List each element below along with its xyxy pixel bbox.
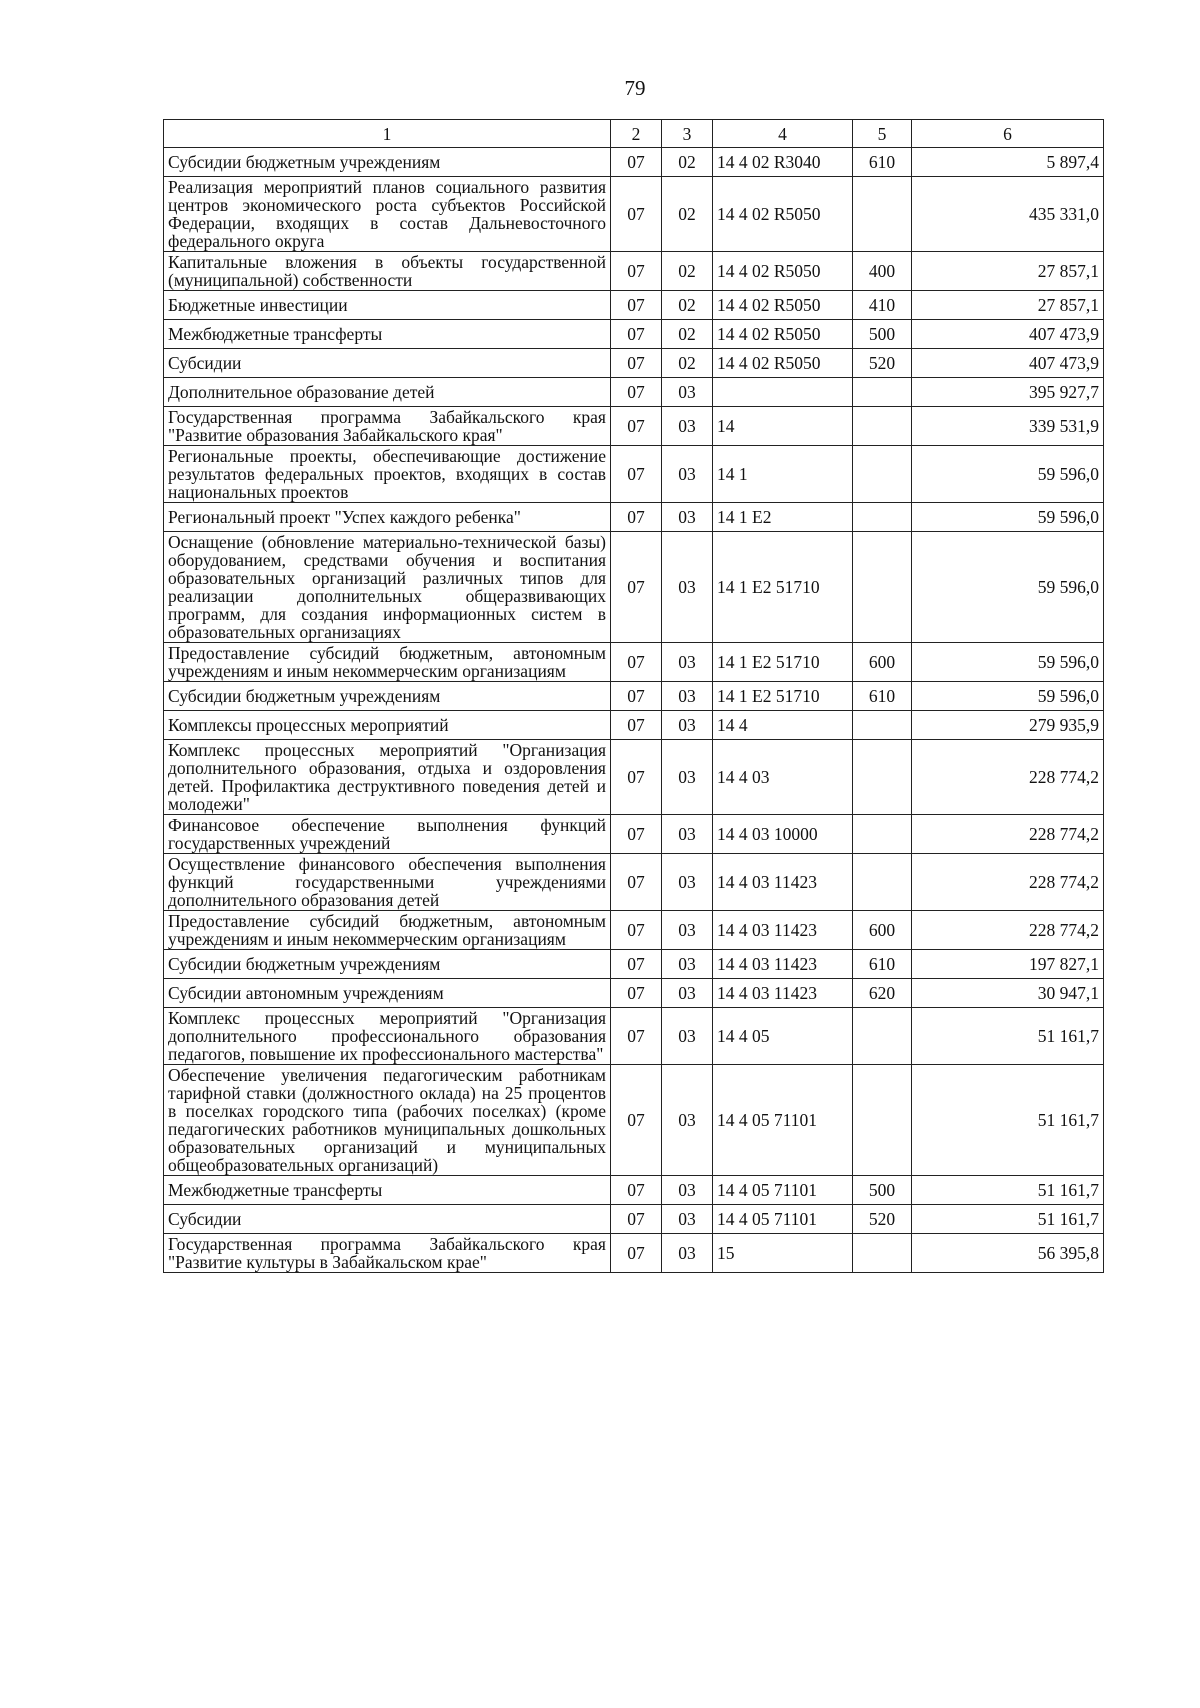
row-name-cell: Субсидии бюджетным учреждениям: [164, 682, 611, 711]
amount-cell: 51 161,7: [912, 1008, 1104, 1065]
row-name-cell: Межбюджетные трансферты: [164, 320, 611, 349]
section-code-cell: 07: [611, 291, 662, 320]
section-code-cell: 07: [611, 407, 662, 446]
amount-cell: 59 596,0: [912, 532, 1104, 643]
section-code-cell: 07: [611, 854, 662, 911]
expense-kind-cell: [853, 177, 912, 252]
section-code-cell: 07: [611, 815, 662, 854]
subsection-code-cell: 03: [662, 407, 713, 446]
subsection-code-cell: 03: [662, 950, 713, 979]
section-code-cell: 07: [611, 378, 662, 407]
amount-cell: 279 935,9: [912, 711, 1104, 740]
section-code-cell: 07: [611, 1205, 662, 1234]
target-article-cell: 14 4 03 11423: [713, 911, 853, 950]
expense-kind-cell: [853, 532, 912, 643]
target-article-cell: 14 4 03 10000: [713, 815, 853, 854]
amount-cell: 59 596,0: [912, 446, 1104, 503]
target-article-cell: 15: [713, 1234, 853, 1273]
table-row: [164, 177, 1104, 252]
page-number: 79: [624, 76, 646, 100]
subsection-code-cell: 03: [662, 378, 713, 407]
expense-kind-cell: 610: [853, 950, 912, 979]
row-name-cell: Оснащение (обновление материально-технической базы) оборудованием, средствами обучения и воспитания образовательных организаций различных типов для реализации дополнительных общеразвивающих программ, для создания информационных систем в образовательных организациях: [164, 532, 611, 643]
section-code-cell: 07: [611, 740, 662, 815]
amount-cell: 59 596,0: [912, 503, 1104, 532]
expense-kind-cell: [853, 1008, 912, 1065]
target-article-cell: 14 4 02 R5050: [713, 320, 853, 349]
subsection-code-cell: 03: [662, 854, 713, 911]
subsection-code-cell: 03: [662, 503, 713, 532]
table-row: [164, 854, 1104, 911]
amount-cell: 407 473,9: [912, 320, 1104, 349]
section-code-cell: 07: [611, 177, 662, 252]
subsection-code-cell: 03: [662, 979, 713, 1008]
expense-kind-cell: 410: [853, 291, 912, 320]
section-code-cell: 07: [611, 252, 662, 291]
table-body: [164, 120, 1104, 1273]
header-cell: 5: [853, 120, 912, 148]
row-name-cell: Осуществление финансового обеспечения выполнения функций государственными учреждениями дополнительного образования детей: [164, 854, 611, 911]
section-code-cell: 07: [611, 349, 662, 378]
target-article-cell: 14 4 02 R5050: [713, 291, 853, 320]
subsection-code-cell: 03: [662, 911, 713, 950]
expense-kind-cell: 500: [853, 320, 912, 349]
amount-cell: 59 596,0: [912, 643, 1104, 682]
header-cell: 6: [912, 120, 1104, 148]
row-name-cell: Субсидии бюджетным учреждениям: [164, 950, 611, 979]
section-code-cell: 07: [611, 503, 662, 532]
budget-table: [163, 119, 1104, 1273]
expense-kind-cell: 400: [853, 252, 912, 291]
header-cell: 1: [164, 120, 611, 148]
subsection-code-cell: 02: [662, 148, 713, 177]
row-name-cell: Государственная программа Забайкальского края "Развитие культуры в Забайкальском крае": [164, 1234, 611, 1273]
amount-cell: 407 473,9: [912, 349, 1104, 378]
subsection-code-cell: 03: [662, 682, 713, 711]
header-cell: 3: [662, 120, 713, 148]
target-article-cell: 14 4 03 11423: [713, 979, 853, 1008]
row-name-cell: Обеспечение увеличения педагогическим работникам тарифной ставки (должностного оклада) на 25 процентов в поселках городского типа (рабочих поселках) (кроме педагогических работников муниципальных дошкольных образовательных организаций и муниципальных общеобразовательных организаций): [164, 1065, 611, 1176]
target-article-cell: 14 1 E2: [713, 503, 853, 532]
subsection-code-cell: 03: [662, 740, 713, 815]
amount-cell: 27 857,1: [912, 291, 1104, 320]
row-name-cell: Комплекс процессных мероприятий "Организация дополнительного образования, отдыха и оздоровления детей. Профилактика деструктивного поведения детей и молодежи": [164, 740, 611, 815]
subsection-code-cell: 03: [662, 446, 713, 503]
target-article-cell: 14 1 E2 51710: [713, 643, 853, 682]
target-article-cell: 14 4 03: [713, 740, 853, 815]
subsection-code-cell: 03: [662, 643, 713, 682]
row-name-cell: Предоставление субсидий бюджетным, автономным учреждениям и иным некоммерческим организациям: [164, 643, 611, 682]
table-row: [164, 446, 1104, 503]
expense-kind-cell: [853, 854, 912, 911]
expense-kind-cell: [853, 1234, 912, 1273]
table-row: [164, 148, 1104, 177]
target-article-cell: 14 1: [713, 446, 853, 503]
section-code-cell: 07: [611, 979, 662, 1008]
expense-kind-cell: 610: [853, 682, 912, 711]
row-name-cell: Финансовое обеспечение выполнения функций государственных учреждений: [164, 815, 611, 854]
amount-cell: 339 531,9: [912, 407, 1104, 446]
expense-kind-cell: [853, 503, 912, 532]
subsection-code-cell: 02: [662, 349, 713, 378]
table-row: [164, 1065, 1104, 1176]
row-name-cell: Межбюджетные трансферты: [164, 1176, 611, 1205]
expense-kind-cell: 600: [853, 643, 912, 682]
expense-kind-cell: [853, 378, 912, 407]
header-cell: 2: [611, 120, 662, 148]
row-name-cell: Субсидии бюджетным учреждениям: [164, 148, 611, 177]
target-article-cell: 14 1 E2 51710: [713, 682, 853, 711]
expense-kind-cell: [853, 407, 912, 446]
expense-kind-cell: [853, 815, 912, 854]
table-row: [164, 711, 1104, 740]
row-name-cell: Региональные проекты, обеспечивающие достижение результатов федеральных проектов, входящих в состав национальных проектов: [164, 446, 611, 503]
expense-kind-cell: 520: [853, 1205, 912, 1234]
amount-cell: 228 774,2: [912, 854, 1104, 911]
subsection-code-cell: 03: [662, 1008, 713, 1065]
row-name-cell: Субсидии: [164, 1205, 611, 1234]
expense-kind-cell: [853, 1065, 912, 1176]
target-article-cell: 14 4 05: [713, 1008, 853, 1065]
target-article-cell: 14 4 05 71101: [713, 1176, 853, 1205]
row-name-cell: Бюджетные инвестиции: [164, 291, 611, 320]
amount-cell: 5 897,4: [912, 148, 1104, 177]
subsection-code-cell: 03: [662, 1176, 713, 1205]
amount-cell: 51 161,7: [912, 1176, 1104, 1205]
table-row: [164, 378, 1104, 407]
section-code-cell: 07: [611, 532, 662, 643]
expense-kind-cell: [853, 740, 912, 815]
expense-kind-cell: 500: [853, 1176, 912, 1205]
section-code-cell: 07: [611, 643, 662, 682]
expense-kind-cell: [853, 446, 912, 503]
target-article-cell: 14 4 02 R5050: [713, 349, 853, 378]
table-row: [164, 349, 1104, 378]
table-row: [164, 1176, 1104, 1205]
row-name-cell: Дополнительное образование детей: [164, 378, 611, 407]
table-row: [164, 682, 1104, 711]
table-row: [164, 815, 1104, 854]
row-name-cell: Капитальные вложения в объекты государственной (муниципальной) собственности: [164, 252, 611, 291]
table-row: [164, 740, 1104, 815]
row-name-cell: Предоставление субсидий бюджетным, автономным учреждениям и иным некоммерческим организациям: [164, 911, 611, 950]
subsection-code-cell: 03: [662, 1205, 713, 1234]
target-article-cell: 14 4 03 11423: [713, 854, 853, 911]
section-code-cell: 07: [611, 148, 662, 177]
section-code-cell: 07: [611, 682, 662, 711]
section-code-cell: 07: [611, 911, 662, 950]
amount-cell: 395 927,7: [912, 378, 1104, 407]
section-code-cell: 07: [611, 1176, 662, 1205]
table-row: [164, 320, 1104, 349]
subsection-code-cell: 03: [662, 1234, 713, 1273]
target-article-cell: 14 4 02 R3040: [713, 148, 853, 177]
amount-cell: 51 161,7: [912, 1205, 1104, 1234]
table-header-row: [164, 120, 1104, 148]
expense-kind-cell: [853, 711, 912, 740]
table-row: [164, 503, 1104, 532]
table-row: [164, 1234, 1104, 1273]
subsection-code-cell: 02: [662, 252, 713, 291]
table-row: [164, 252, 1104, 291]
subsection-code-cell: 02: [662, 177, 713, 252]
target-article-cell: 14: [713, 407, 853, 446]
table-row: [164, 911, 1104, 950]
row-name-cell: Комплексы процессных мероприятий: [164, 711, 611, 740]
target-article-cell: 14 4 02 R5050: [713, 177, 853, 252]
expense-kind-cell: 520: [853, 349, 912, 378]
subsection-code-cell: 03: [662, 532, 713, 643]
section-code-cell: 07: [611, 446, 662, 503]
row-name-cell: Субсидии: [164, 349, 611, 378]
subsection-code-cell: 03: [662, 1065, 713, 1176]
expense-kind-cell: 600: [853, 911, 912, 950]
table-row: [164, 1008, 1104, 1065]
amount-cell: 56 395,8: [912, 1234, 1104, 1273]
amount-cell: 51 161,7: [912, 1065, 1104, 1176]
row-name-cell: Государственная программа Забайкальского края "Развитие образования Забайкальского края": [164, 407, 611, 446]
table-row: [164, 407, 1104, 446]
subsection-code-cell: 03: [662, 711, 713, 740]
amount-cell: 228 774,2: [912, 740, 1104, 815]
section-code-cell: 07: [611, 950, 662, 979]
row-name-cell: Региональный проект "Успех каждого ребенка": [164, 503, 611, 532]
table-row: [164, 532, 1104, 643]
expense-kind-cell: 610: [853, 148, 912, 177]
amount-cell: 197 827,1: [912, 950, 1104, 979]
target-article-cell: 14 4 02 R5050: [713, 252, 853, 291]
header-cell: 4: [713, 120, 853, 148]
subsection-code-cell: 02: [662, 320, 713, 349]
table-row: [164, 979, 1104, 1008]
row-name-cell: Комплекс процессных мероприятий "Организация дополнительного профессионального образования педагогов, повышение их профессионального мастерства": [164, 1008, 611, 1065]
target-article-cell: 14 4 05 71101: [713, 1205, 853, 1234]
target-article-cell: 14 1 E2 51710: [713, 532, 853, 643]
amount-cell: 228 774,2: [912, 911, 1104, 950]
amount-cell: 27 857,1: [912, 252, 1104, 291]
expense-kind-cell: 620: [853, 979, 912, 1008]
table-row: [164, 1205, 1104, 1234]
table-row: [164, 950, 1104, 979]
row-name-cell: Субсидии автономным учреждениям: [164, 979, 611, 1008]
amount-cell: 228 774,2: [912, 815, 1104, 854]
table-row: [164, 643, 1104, 682]
section-code-cell: 07: [611, 711, 662, 740]
amount-cell: 435 331,0: [912, 177, 1104, 252]
table-row: [164, 291, 1104, 320]
amount-cell: 30 947,1: [912, 979, 1104, 1008]
subsection-code-cell: 03: [662, 815, 713, 854]
section-code-cell: 07: [611, 1234, 662, 1273]
target-article-cell: 14 4: [713, 711, 853, 740]
target-article-cell: 14 4 03 11423: [713, 950, 853, 979]
section-code-cell: 07: [611, 1008, 662, 1065]
subsection-code-cell: 02: [662, 291, 713, 320]
section-code-cell: 07: [611, 320, 662, 349]
section-code-cell: 07: [611, 1065, 662, 1176]
amount-cell: 59 596,0: [912, 682, 1104, 711]
row-name-cell: Реализация мероприятий планов социального развития центров экономического роста субъектов Российской Федерации, входящих в состав Дальневосточного федерального округа: [164, 177, 611, 252]
target-article-cell: [713, 378, 853, 407]
target-article-cell: 14 4 05 71101: [713, 1065, 853, 1176]
